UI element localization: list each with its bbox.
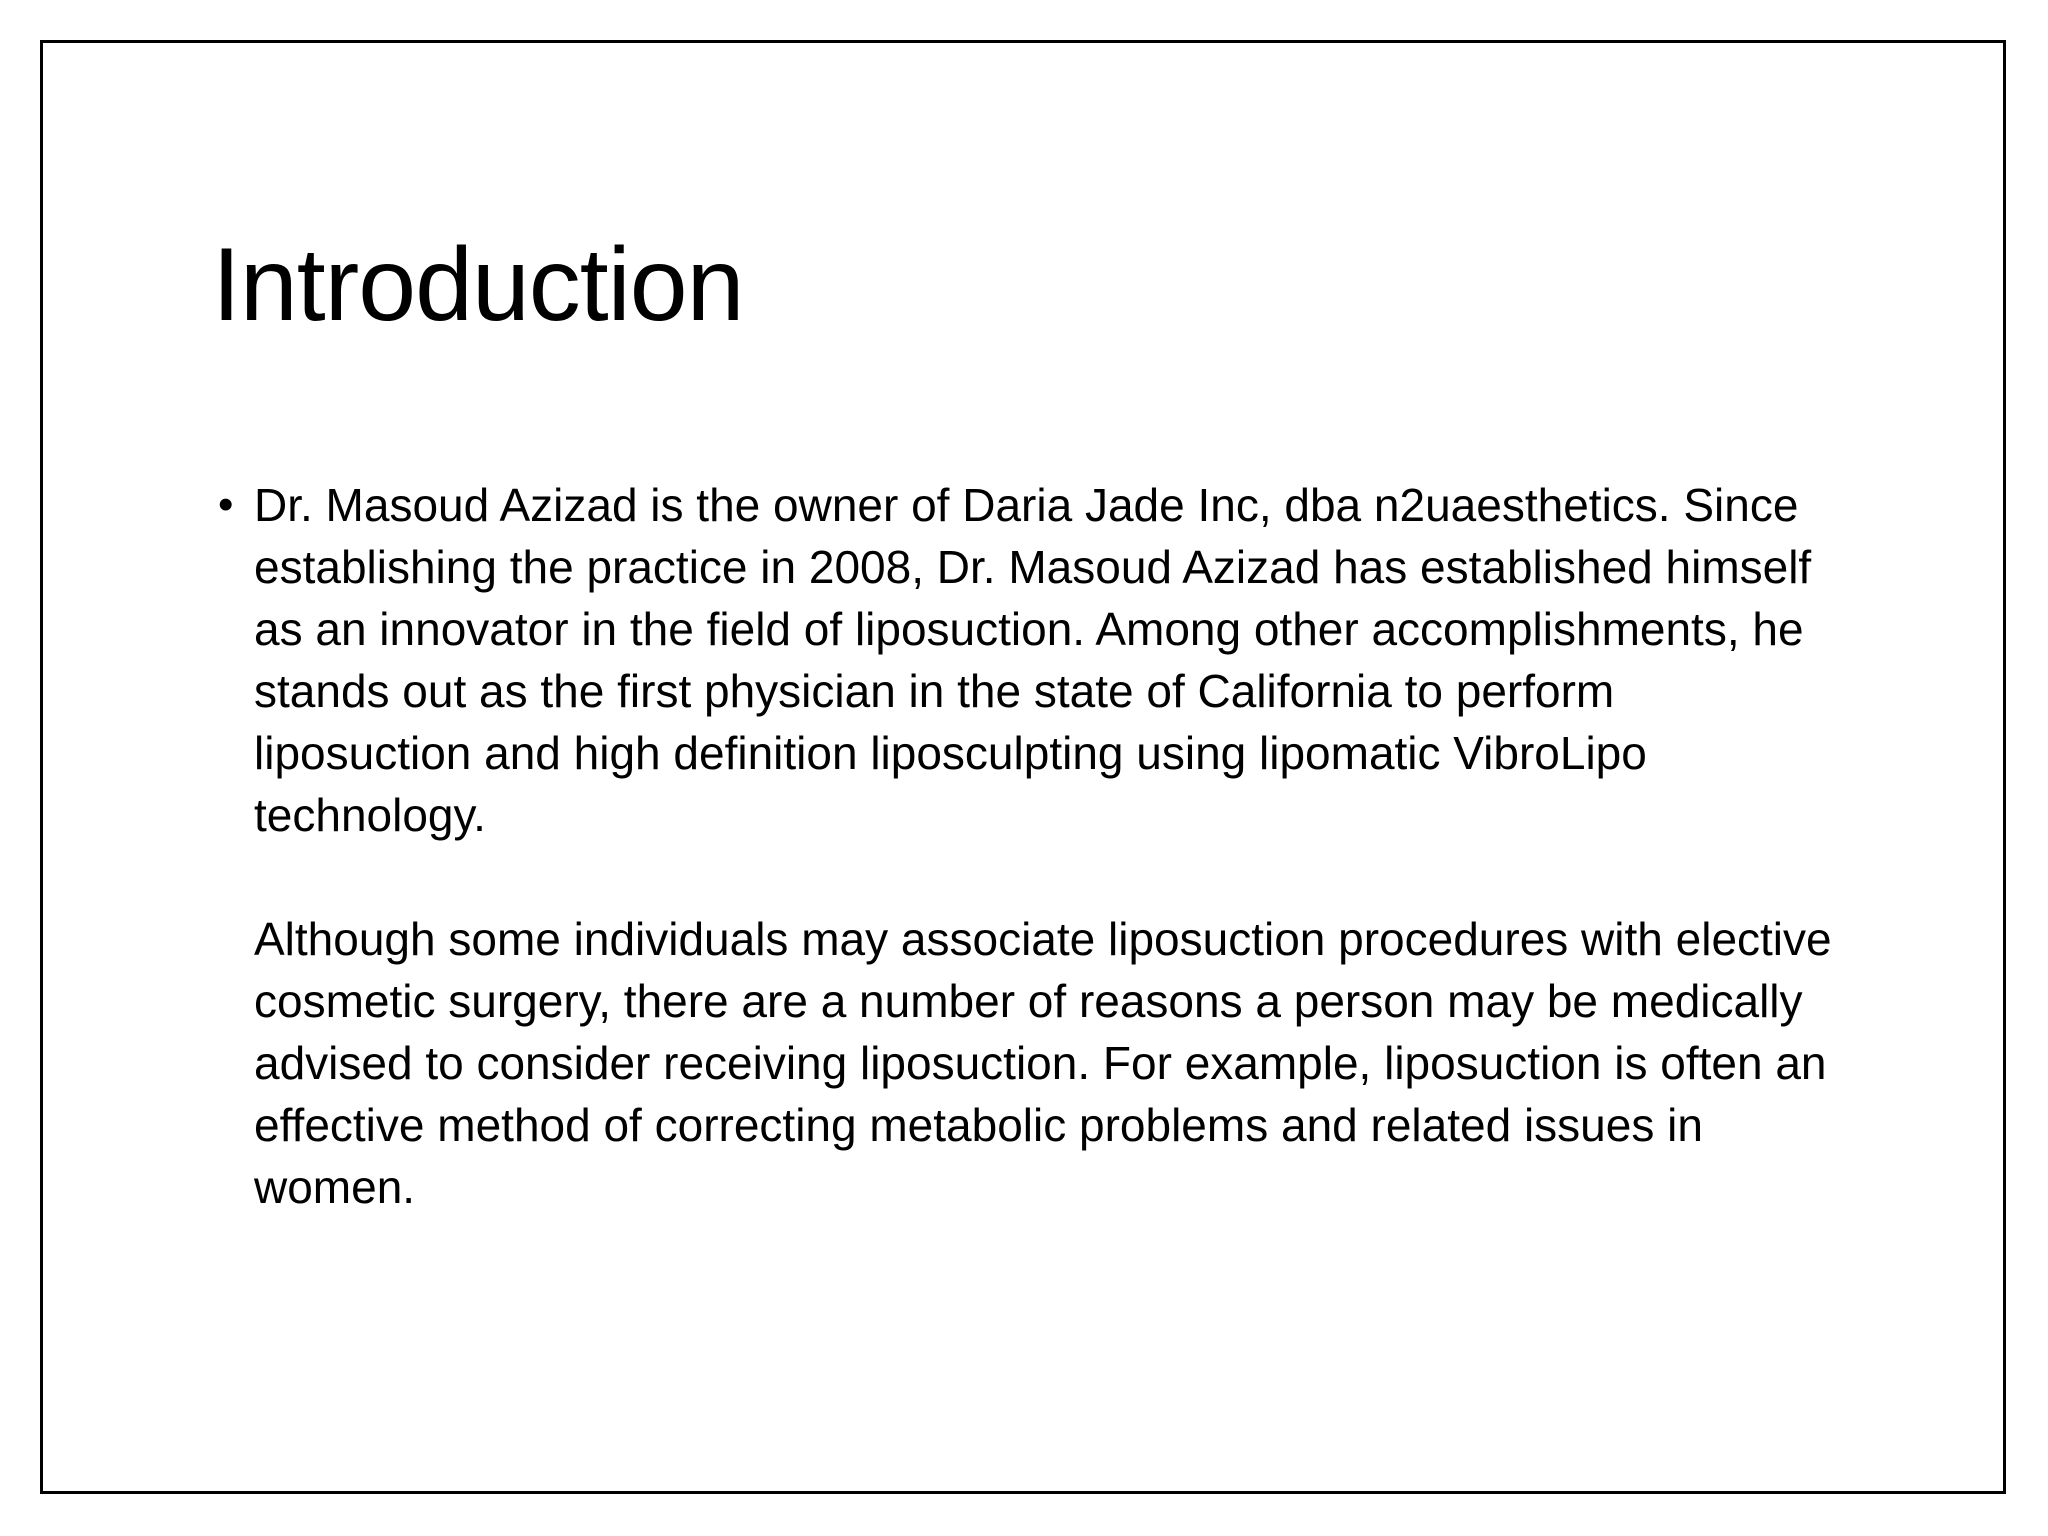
- intro-paragraph-2: Although some individuals may associate liposuction procedures with elective cosmetic surgery, there are a number of reasons a person may be medically advised to consider receiving liposuction. For example, liposuction is often an effective method of correcting metabolic problems and related issues in women.: [254, 913, 1832, 1213]
- slide-title: Introduction: [212, 227, 744, 343]
- bullet-icon: •: [218, 480, 234, 529]
- intro-paragraph-1: Dr. Masoud Azizad is the owner of Daria Jade Inc, dba n2uaesthetics. Since establishing the practice in 2008, Dr. Masoud Azizad has established himself as an innovator in the field of liposuction. Among other accomplishments, he stands out as the first physician in the state of California to perform liposuction and high definition liposculpting using lipomatic VibroLipo technology.: [254, 479, 1812, 841]
- bullet-item: [218, 474, 1838, 1218]
- bullet-text: [254, 474, 1838, 1218]
